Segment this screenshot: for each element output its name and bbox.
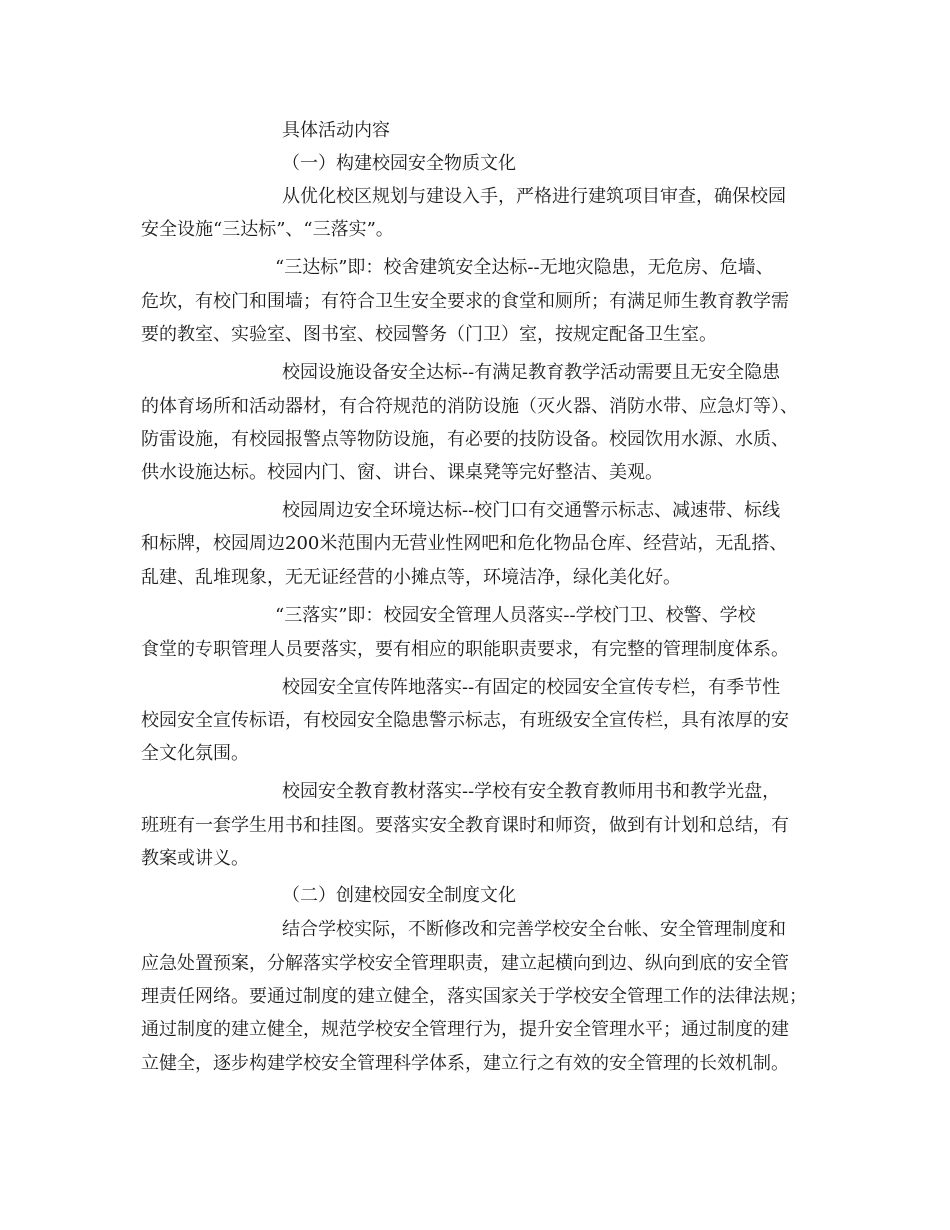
paragraph-line: 校园安全教育教材落实--学校有安全教育教师用书和教学光盘， [282,781,781,802]
paragraph-line: “三落实”即：校园安全管理人员落实--学校门卫、校警、学校 [275,605,756,626]
paragraph-line: 教案或讲义。 [141,848,249,869]
paragraph-line: 校园设施设备安全达标--有满足教育教学活动需要且无安全隐患 [282,362,781,383]
paragraph-line: 应急处置预案，分解落实学校安全管理职责，建立起横向到边、纵向到底的安全管 [141,953,789,974]
paragraph-line: “三达标”即：校舍建筑安全达标--无地灾隐患，无危房、危墙、 [275,257,774,278]
paragraph-line: 班班有一套学生用书和挂图。要落实安全教育课时和师资，做到有计划和总结，有 [141,815,789,836]
paragraph-line: 全文化氛围。 [141,743,249,764]
paragraph-line: 通过制度的建立健全，规范学校安全管理行为，提升安全管理水平；通过制度的建 [141,1019,789,1040]
paragraph-line: 校园安全宣传标语，有校园安全隐患警示标志，有班级安全宣传栏，具有浓厚的安 [141,710,789,731]
paragraph-line: 食堂的专职管理人员要落实，要有相应的职能职责要求，有完整的管理制度体系。 [141,639,789,660]
paragraph-line: 理责任网络。要通过制度的建立健全，落实国家关于学校安全管理工作的法律法规； [141,986,807,1007]
paragraph-line: 结合学校实际，不断修改和完善学校安全台帐、安全管理制度和 [282,919,786,940]
paragraph-line: 立健全，逐步构建学校安全管理科学体系，建立行之有效的安全管理的长效机制。 [141,1053,789,1074]
section-heading: 具体活动内容 [282,120,390,141]
paragraph-line: 的体育场所和活动器材，有合符规范的消防设施（灭火器、消防水带、应急灯等）、 [141,396,798,417]
paragraph-line: 和标牌，校园周边200米范围内无营业性网吧和危化物品仓库、经营站，无乱搭、 [141,533,788,554]
paragraph-line: 从优化校区规划与建设入手，严格进行建筑项目审查，确保校园 [282,186,786,207]
paragraph-line: 要的教室、实验室、图书室、校园警务（门卫）室，按规定配备卫生室。 [141,324,717,345]
paragraph-line: 校园周边安全环境达标--校门口有交通警示标志、减速带、标线 [282,500,781,521]
paragraph-line: 供水设施达标。校园内门、窗、讲台、课桌凳等完好整洁、美观。 [141,462,663,483]
paragraph-line: 安全设施“三达标”、“三落实”。 [141,219,394,240]
subsection-heading: （二）创建校园安全制度文化 [282,885,516,906]
paragraph-line: 危坎，有校门和围墙；有符合卫生安全要求的食堂和厕所；有满足师生教育教学需 [141,291,789,312]
paragraph-line: 校园安全宣传阵地落实--有固定的校园安全宣传专栏，有季节性 [282,677,781,698]
paragraph-line: 乱建、乱堆现象，无无证经营的小摊点等，环境洁净，绿化美化好。 [141,567,681,588]
subsection-heading: （一）构建校园安全物质文化 [282,153,516,174]
paragraph-line: 防雷设施，有校园报警点等物防设施，有必要的技防设备。校园饮用水源、水质、 [141,429,789,450]
